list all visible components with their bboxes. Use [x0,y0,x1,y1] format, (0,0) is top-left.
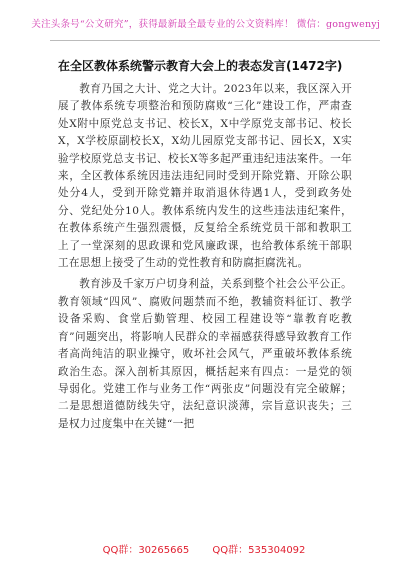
document-body [58,81,352,433]
page-header [0,12,408,31]
header-promo-text: 关注头条号“公文研究”，获得最新最全最专业的公文资料库！ 微信：gongwenyj [31,19,380,30]
paragraph-1: 教育乃国之大计、党之大计。2023年以来，我区深入开展了教体系统专项整治和预防腐败“三化”建设工作，严肃查处X附中原党总支书记、校长X，X中学原党支部书记、校长X，X学校原副校长X，X幼儿园原党支部书记、园长X，X实验学校原党总支书记、校长X等多起严重违纪违法案件。一年来，全区教体系统因违法违纪同时受到开除党籍、开除公职处分4人，受到开除党籍并取消退休待遇1人，受到政务处分、党纪处分10人。教体系统内发生的这些违法违纪案件，在教体系统产生强烈震慑，反复给全系统党员干部和教职工上了一堂深刻的思政课和党风廉政课，也给教体系统干部职工在思想上接受了生动的党性教育和防腐拒腐洗礼。 [58,83,352,270]
page-footer [0,541,408,556]
paragraph-2: 教育涉及千家万户切身利益，关系到整个社会公平公正。教育领域“四风”、腐败问题禁而不绝，教辅资料征订、教学设备采购、食堂后勤管理、校园工程建设等“靠教育吃教育”问题突出，将影响人民群众的幸福感获得感导致教育工作者高尚纯洁的职业操守，败坏社会风气，严重破坏教体系统政治生态。深入剖析其原因，概括起来有四点：一是党的领导弱化。党建工作与业务工作“两张皮”问题没有完全破解；二是思想道德防线失守，法纪意识淡薄，宗旨意识丧失；三是权力过度集中在关键“一把 [58,278,352,430]
footer-qq-group-1: QQ群：30265665 [102,545,190,556]
footer-qq-group-2: QQ群：535304092 [212,545,306,556]
document-title: 在全区教体系统警示教育大会上的表态发言(1472字) [58,59,343,73]
header-divider [50,40,380,41]
